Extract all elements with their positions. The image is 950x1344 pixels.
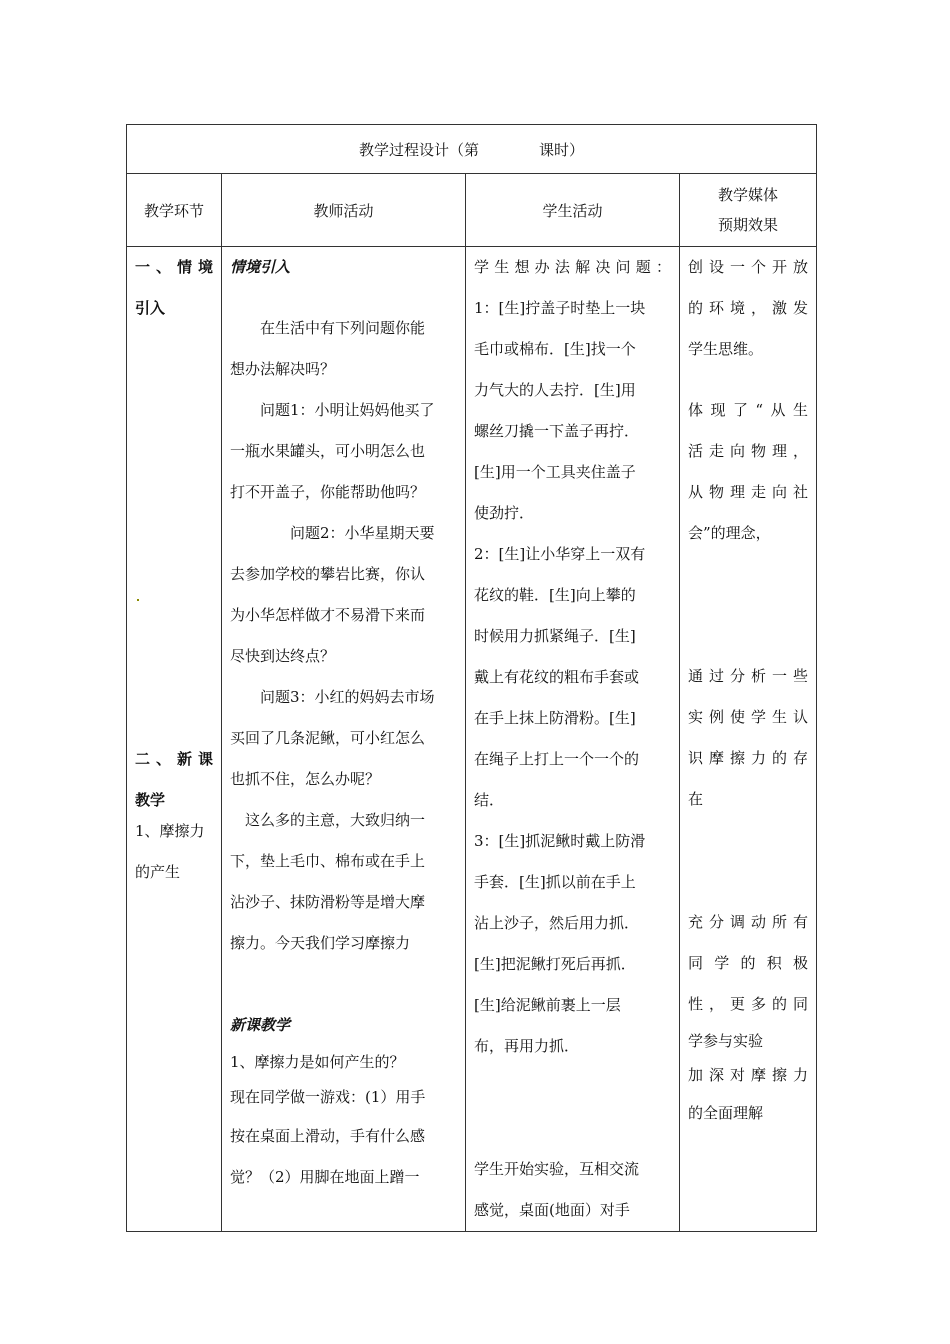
student-line: 时候用力抓紧绳子．[生] [474, 627, 636, 645]
student-line: 布，再用力抓． [474, 1037, 580, 1055]
teacher-line: 想办法解决吗？ [230, 360, 336, 378]
header-teacher: 教师活动 [222, 174, 466, 247]
stage-column [127, 247, 222, 1232]
student-line: 3：[生]抓泥鳅时戴上防滑 [474, 832, 646, 850]
title-suffix: 课时） [539, 140, 585, 159]
media-line: 会”的理念， [688, 524, 771, 542]
student-line: 在绳子上打上一个一个的 [474, 750, 640, 768]
media-line: 加深对摩擦力 [688, 1066, 809, 1084]
media-line: 的环境，激发 [688, 299, 809, 317]
teacher-line: 为小华怎样做才不易滑下来而 [230, 606, 426, 624]
header-media-line1: 教学媒体 [718, 186, 779, 204]
student-line: 2：[生]让小华穿上一双有 [474, 545, 646, 563]
media-line: 体现了“从生 [688, 401, 809, 419]
student-line: 力气大的人去拧．[生]用 [474, 381, 636, 399]
media-line: 活走向物理， [688, 442, 809, 460]
media-line: 同学的积极 [688, 954, 809, 972]
title-prefix: 教学过程设计（第 [359, 140, 480, 159]
stage-2-line1: 二、新课 [135, 750, 213, 768]
student-line: 花纹的鞋．[生]向上攀的 [474, 586, 636, 604]
header-stage: 教学环节 [127, 174, 222, 247]
student-line: 手套．[生]抓以前在手上 [474, 873, 636, 891]
header-media [680, 174, 817, 247]
student-line: [生]给泥鳅前裹上一层 [474, 996, 621, 1014]
student-line: 学生想办法解决问题： [474, 258, 671, 276]
media-line: 学生思维。 [688, 340, 764, 358]
lesson-design-table [126, 124, 817, 1232]
teacher-heading-intro: 情境引入 [230, 258, 291, 276]
teacher-line: 买回了几条泥鳅，可小红怎么 [230, 729, 426, 747]
stage-1-line1: 一、情境 [135, 258, 213, 276]
media-line: 通过分析一些 [688, 667, 809, 685]
teacher-line: 打不开盖子，你能帮助他吗？ [230, 483, 426, 501]
student-line: 感觉，桌面(地面）对手 [474, 1201, 630, 1219]
stray-mark [137, 599, 139, 601]
teacher-line: 问题1：小明让妈妈他买了 [260, 401, 435, 419]
stage-2-line2: 教学 [135, 791, 166, 809]
student-line: 结． [474, 791, 505, 809]
teacher-column [222, 247, 466, 1232]
teacher-line: 一瓶水果罐头，可小明怎么也 [230, 442, 426, 460]
media-line: 从物理走向社 [688, 483, 809, 501]
student-line: 沾上沙子，然后用力抓． [474, 914, 640, 932]
teacher-line: 尽快到达终点？ [230, 647, 336, 665]
header-media-line2: 预期效果 [718, 216, 779, 234]
teacher-line: 在生活中有下列问题你能 [260, 319, 426, 337]
media-line: 创设一个开放 [688, 258, 809, 276]
teacher-line: 去参加学校的攀岩比赛，你认 [230, 565, 426, 583]
teacher-line: 现在同学做一游戏：(1）用手 [230, 1088, 426, 1106]
media-column [680, 247, 817, 1232]
teacher-line: 问题3：小红的妈妈去市场 [260, 688, 435, 706]
teacher-line: 问题2：小华星期天要 [290, 524, 435, 542]
header-student: 学生活动 [466, 174, 680, 247]
teacher-line: 觉？（2）用脚在地面上蹭一 [230, 1168, 420, 1186]
teacher-line: 下，垫上毛巾、棉布或在手上 [230, 852, 426, 870]
media-line: 识摩擦力的存 [688, 749, 809, 767]
student-line: 在手上抹上防滑粉。[生] [474, 709, 636, 727]
teacher-line: 1、摩擦力是如何产生的？ [230, 1053, 405, 1071]
teacher-line: 按在桌面上滑动，手有什么感 [230, 1127, 426, 1145]
student-line: 螺丝刀撬一下盖子再拧． [474, 422, 640, 440]
student-line: 毛巾或棉布．[生]找一个 [474, 340, 636, 358]
table-title [127, 125, 817, 174]
stage-2-line4: 的产生 [135, 863, 181, 881]
student-line: 使劲拧． [474, 504, 535, 522]
teacher-line: 擦力。今天我们学习摩擦力 [230, 934, 411, 952]
student-column [466, 247, 680, 1232]
media-line: 在 [688, 790, 704, 808]
media-line: 充分调动所有 [688, 913, 809, 931]
stage-1-line2: 引入 [135, 299, 166, 317]
teacher-line: 这么多的主意，大致归纳一 [245, 811, 426, 829]
media-line: 性，更多的同 [688, 995, 809, 1013]
student-line: [生]把泥鳅打死后再抓． [474, 955, 636, 973]
stage-2-line3: 1、摩擦力 [135, 822, 205, 840]
student-line: 学生开始实验，互相交流 [474, 1160, 640, 1178]
student-line: 戴上有花纹的粗布手套或 [474, 668, 640, 686]
media-line: 实例使学生认 [688, 708, 809, 726]
student-line: 1：[生]拧盖子时垫上一块 [474, 299, 646, 317]
student-line: [生]用一个工具夹住盖子 [474, 463, 636, 481]
teacher-line: 沾沙子、抹防滑粉等是增大摩 [230, 893, 426, 911]
media-line: 学参与实验 [688, 1032, 764, 1050]
teacher-heading-new: 新课教学 [230, 1016, 291, 1034]
media-line: 的全面理解 [688, 1104, 764, 1122]
teacher-line: 也抓不住，怎么办呢？ [230, 770, 381, 788]
